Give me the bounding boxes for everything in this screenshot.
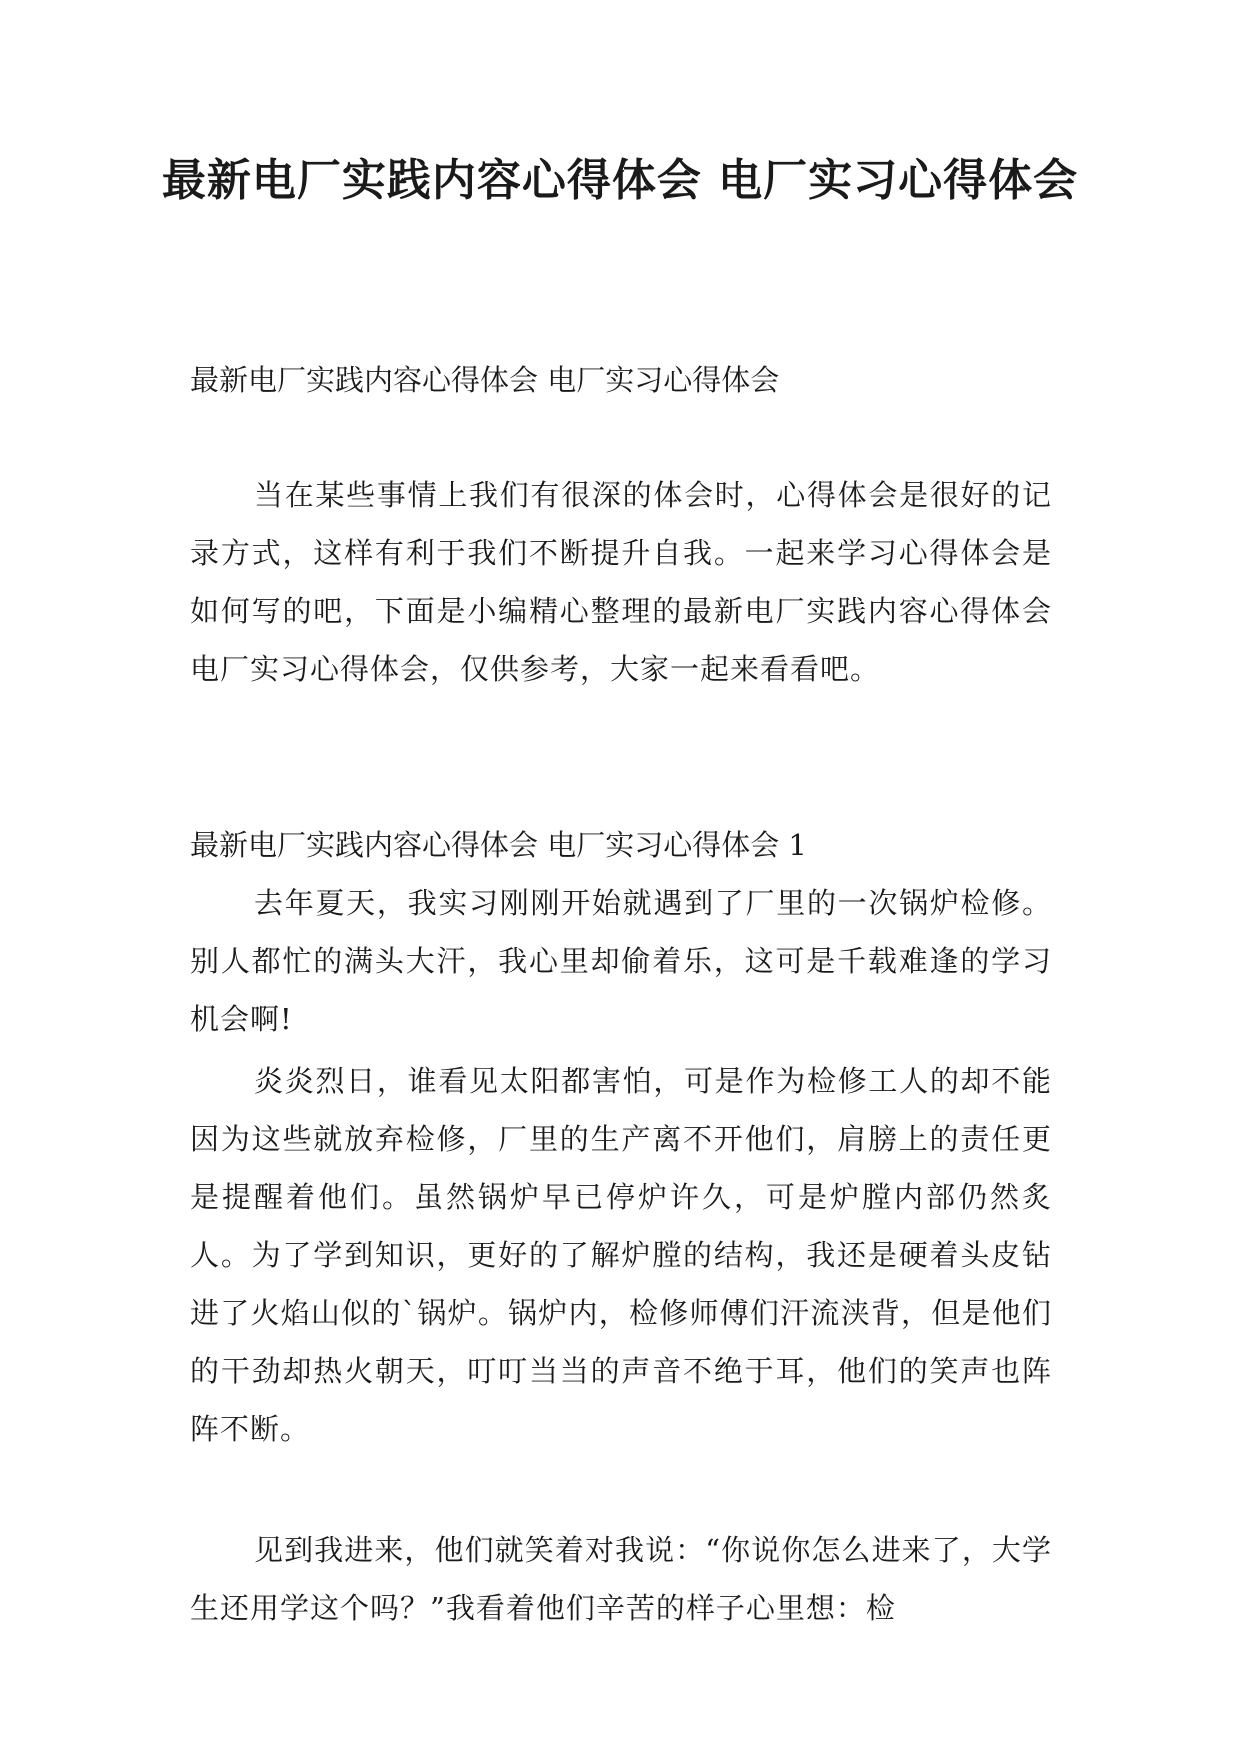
document-subtitle: 最新电厂实践内容心得体会 电厂实习心得体会 [190, 363, 780, 397]
body-paragraph-2: 炎炎烈日，谁看见太阳都害怕，可是作为检修工人的却不能因为这些就放弃检修，厂里的生产离不开他们，肩膀上的责任更是提醒着他们。虽然锅炉早已停炉许久，可是炉膛内部仍然炙人。为了学到知识，更好的了解炉膛的结构，我还是硬着头皮钻进了火焰山似的`锅炉。锅炉内，检修师傅们汗流浃背，但是他们的干劲却热火朝天，叮叮当当的声音不绝于耳，他们的笑声也阵阵不断。 [190, 1064, 1052, 1446]
document-title: 最新电厂实践内容心得体会 电厂实习心得体会 [161, 155, 1079, 206]
section-heading: 最新电厂实践内容心得体会 电厂实习心得体会 1 [190, 828, 807, 862]
body-paragraph-3: 见到我进来，他们就笑着对我说：“你说你怎么进来了，大学生还用学这个吗？”我看着他们辛苦的样子心里想：检 [190, 1533, 1052, 1625]
intro-paragraph: 当在某些事情上我们有很深的体会时，心得体会是很好的记录方式，这样有利于我们不断提升自我。一起来学习心得体会是如何写的吧，下面是小编精心整理的最新电厂实践内容心得体会 电厂实习心得体会，仅供参考，大家一起来看看吧。 [190, 478, 1052, 686]
body-paragraph-1: 去年夏天，我实习刚刚开始就遇到了厂里的一次锅炉检修。别人都忙的满头大汗，我心里却偷着乐，这可是千载难逢的学习机会啊! [190, 886, 1052, 1036]
